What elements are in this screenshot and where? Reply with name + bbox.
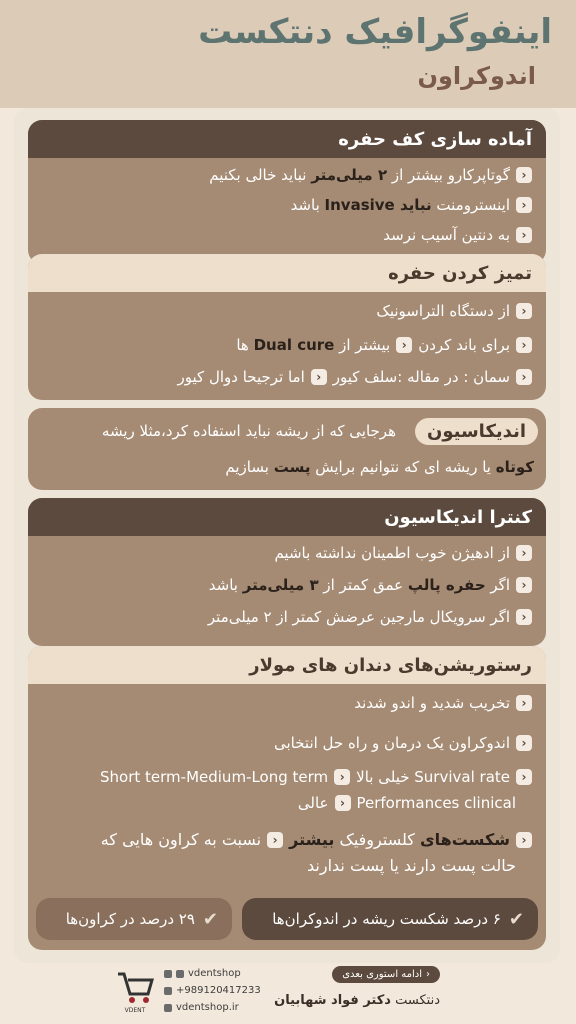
item-text: سمان : در مقاله :سلف کیور [332,368,510,386]
item-text: Short term-Medium-Long term [100,768,329,786]
telegram-icon [176,970,184,978]
list-item [209,576,532,594]
item-text: کلستروفیک [334,830,420,849]
indication-text: یا ریشه ای که نتوانیم برایش [310,458,496,476]
chevron-icon: ‹ [516,369,532,385]
chevron-icon: ‹ [516,832,532,848]
item-bold: Dual cure [253,336,335,354]
item-text: تخریب شدید و اندو شدند [354,694,510,712]
chevron-icon: ‹ [516,735,532,751]
section-floor-prep [28,120,546,264]
chevron-icon: ‹ [516,167,532,183]
list-item [274,544,532,562]
list-item [376,302,532,320]
item-bold: ۳ میلی‌متر [242,576,319,594]
stat-text: ۲۹ درصد در کراون‌ها [65,910,195,928]
item-text: گوتاپرکارو بیشتر از [387,166,510,184]
indication-bold: کوتاه [495,458,534,476]
item-bold: بیشتر [289,830,335,849]
instagram-icon [164,970,172,978]
chevron-icon: ‹ [516,769,532,785]
check-icon: ✔ [202,908,218,930]
check-icon: ✔ [508,908,524,930]
chevron-icon: ‹ [516,609,532,625]
indication-text-line1: هرجایی که از ریشه نباید استفاده کرد،مثلا ریشه [101,422,396,440]
stat-endocrown [242,898,538,940]
cart-logo-icon [114,968,156,1014]
item-bold: شکست‌های [419,830,510,849]
item-text: اگر سرویکال مارجین عرضش کمتر از ۲ میلی‌متر [207,608,510,626]
item-text: Performances clinical [356,794,516,812]
item-text: حالت پست دارند یا پست ندارند [306,856,516,875]
section-heading: آماده سازی کف حفره [28,120,546,158]
item-text: از دستگاه التراسونیک [376,302,510,320]
chevron-icon: ‹ [267,832,283,848]
indication-label: اندیکاسیون [415,418,538,445]
social-handle[interactable] [164,968,241,979]
chevron-icon: ‹ [516,695,532,711]
item-text: عمق کمتر از [318,576,408,594]
list-item [236,336,532,354]
section-cavity-cleaning [28,254,546,400]
item-text: بیشتر از [334,336,391,354]
chevron-icon: ‹ [516,337,532,353]
chevron-icon: ‹ [516,197,532,213]
item-text: عالی [297,794,329,812]
phone-text: +989120417233 [176,985,261,996]
stat-crown [36,898,232,940]
chevron-icon: ‹ [335,795,351,811]
item-bold: حفره پالپ [407,576,486,594]
list-item [100,768,532,786]
indication-card [28,408,546,490]
author-name: دکتر فواد شهابیان [274,993,391,1008]
chevron-icon: ‹ [334,769,350,785]
next-story-label: ادامه استوری بعدی [342,969,422,980]
section-heading: رستوریشن‌های دندان های مولار [28,646,546,684]
phone[interactable] [164,985,261,996]
list-item [298,794,516,812]
item-text: اینسترومنت [431,196,510,214]
page-subtitle: اندوکراون [417,62,536,90]
item-text: برای باند کردن [418,336,510,354]
indication-text: بسازیم [225,458,274,476]
author-prefix: دنتکست [390,993,440,1008]
indication-text-line2 [225,458,534,476]
website[interactable] [164,1002,239,1013]
page-title: اینفوگرافیک دنتکست [198,12,552,52]
item-text: باشد [290,196,325,214]
indication-bold: پست [273,458,311,476]
list-item [208,608,532,626]
list-item [307,856,516,875]
section-contraindication [28,498,546,646]
item-text: نسبت به کراون هایی که [100,830,262,849]
chevron-icon: ‹ [426,969,430,980]
item-bold: ۲ میلی‌متر [311,166,388,184]
item-text: ها [236,336,254,354]
item-text: Survival rate خیلی بالا [356,768,510,786]
chevron-icon: ‹ [311,369,327,385]
item-text: اگر [485,576,510,594]
item-bold: نباید Invasive [324,196,432,214]
chevron-icon: ‹ [516,227,532,243]
list-item [101,830,532,849]
chevron-icon: ‹ [396,337,412,353]
author-credit [274,993,440,1008]
section-heading: تمیز کردن حفره [28,254,546,292]
list-item [274,734,532,752]
chevron-icon: ‹ [516,545,532,561]
item-text: باشد [208,576,243,594]
globe-icon [164,1004,172,1012]
chevron-icon: ‹ [516,577,532,593]
next-story-badge[interactable] [332,966,440,983]
stat-text: ۶ درصد شکست ریشه در اندوکران‌ها [272,910,501,928]
list-item [178,368,532,386]
whatsapp-icon [164,987,172,995]
brand-text: VDENT [124,1007,146,1014]
list-item [354,694,532,712]
list-item [209,166,532,184]
item-text: به دنتین آسیب نرسد [383,226,510,244]
social-text: vdentshop [188,968,241,979]
item-text: اما ترجیحا دوال کیور [177,368,305,386]
website-text: vdentshop.ir [176,1002,239,1013]
list-item [383,226,532,244]
item-text: اندوکراون یک درمان و راه حل انتخابی [273,734,510,752]
item-text: از ادهیژن خوب اطمینان نداشته باشیم [274,544,510,562]
chevron-icon: ‹ [516,303,532,319]
section-heading: کنترا اندیکاسیون [28,498,546,536]
item-text: نباید خالی بکنیم [209,166,312,184]
section-molar-restorations [28,646,546,950]
list-item [291,196,532,214]
